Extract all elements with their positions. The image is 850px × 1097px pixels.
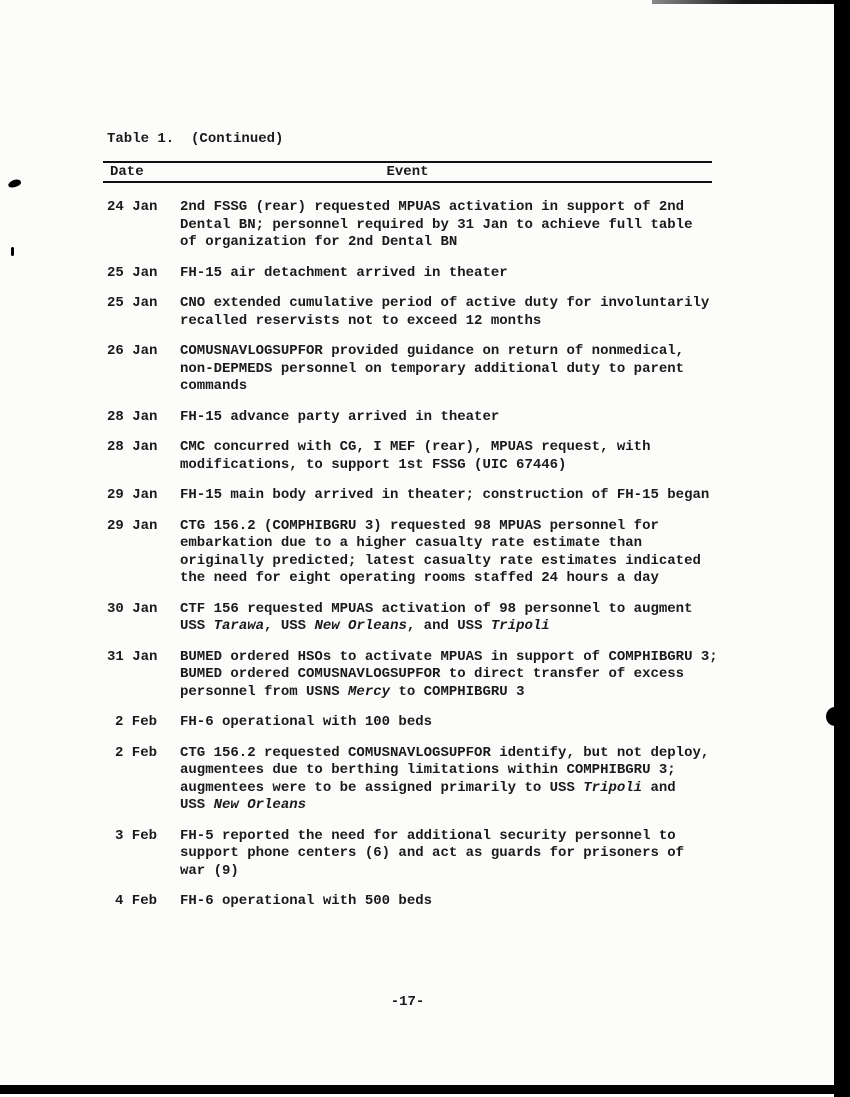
date-cell: 28 Jan (107, 439, 158, 455)
right-edge-scan-blemish (826, 707, 844, 726)
table-row (103, 343, 712, 396)
table-row (103, 893, 712, 911)
table-row (103, 487, 712, 505)
event-cell: FH-15 advance party arrived in theater (180, 408, 500, 425)
table-row (103, 828, 712, 881)
table-row (103, 601, 712, 636)
events-table (103, 161, 718, 924)
date-cell: 25 Jan (107, 264, 158, 281)
column-header-date: Date (110, 164, 144, 180)
date-cell: 28 Jan (107, 408, 158, 425)
table-row (103, 199, 712, 252)
event-cell: BUMED ordered HSOs to activate MPUAS in support of COMPHIBGRU 3; BUMED ordered COMUSNAVLOGSUPFOR to direct transfer of excess personnel from USNS Mercy to COMPHIBGRU 3 (180, 648, 718, 700)
right-edge-scan-bar (834, 0, 850, 1097)
event-cell: 2nd FSSG (rear) requested MPUAS activation in support of 2nd Dental BN; personnel required by 31 Jan to achieve full table of organization for 2nd Dental BN (180, 199, 693, 250)
table-row (103, 745, 712, 815)
table-row (103, 714, 712, 732)
event-cell: FH-5 reported the need for additional security personnel to support phone centers (6) and act as guards for prisoners of war (9) (180, 827, 685, 879)
table-row (103, 648, 718, 702)
event-cell: CNO extended cumulative period of active duty for involuntarily recalled reservists not to exceed 12 months (180, 295, 710, 329)
table-row (103, 265, 712, 283)
date-cell: 2 Feb (114, 744, 157, 761)
column-header-event: Event (386, 164, 429, 180)
date-cell: 2 Feb (114, 714, 157, 730)
event-cell: FH-15 main body arrived in theater; construction of FH-15 began (180, 487, 710, 503)
event-cell: FH-6 operational with 100 beds (180, 714, 433, 730)
date-cell: 29 Jan (107, 517, 158, 534)
table-row (103, 409, 712, 427)
event-cell: CMC concurred with CG, I MEF (rear), MPUAS request, with modifications, to support 1st FSSG (UIC 67446) (180, 439, 651, 473)
date-cell: 4 Feb (114, 893, 157, 909)
date-cell: 25 Jan (107, 295, 158, 311)
date-cell: 29 Jan (107, 487, 158, 503)
table-header (103, 163, 712, 181)
top-edge-scan-bar (652, 0, 850, 4)
event-cell: CTG 156.2 (COMPHIBGRU 3) requested 98 MPUAS personnel for embarkation due to a higher casualty rate estimate than originally predicted; latest casualty rate estimates indicated the need for eight operating rooms staffed 24 hours a day (180, 517, 701, 586)
event-cell: CTG 156.2 requested COMUSNAVLOGSUPFOR identify, but not deploy, augmentees due to berthing limitations within COMPHIBGRU 3; augmentees were to be assigned primarily to USS Tripoli and USS New Orleans (180, 744, 710, 813)
event-cell: FH-15 air detachment arrived in theater (180, 264, 508, 281)
event-cell: COMUSNAVLOGSUPFOR provided guidance on return of nonmedical, non-DEPMEDS personnel on temporary additional duty to parent commands (180, 343, 685, 394)
table-row (103, 518, 712, 588)
date-cell: 3 Feb (114, 827, 157, 844)
left-margin-ink-mark (7, 178, 22, 189)
table-rows (103, 183, 718, 911)
page-title: Table 1. (Continued) (107, 131, 284, 147)
date-cell: 30 Jan (107, 600, 158, 617)
date-cell: 31 Jan (107, 648, 158, 665)
bottom-edge-scan-bar (0, 1085, 850, 1094)
table-row (103, 439, 712, 474)
event-cell: CTF 156 requested MPUAS activation of 98 personnel to augment USS Tarawa, USS New Orleans, and USS Tripoli (180, 600, 693, 634)
page-number: -17- (390, 994, 425, 1010)
table-row (103, 295, 712, 330)
left-margin-ink-speck (11, 247, 14, 256)
date-cell: 24 Jan (107, 199, 158, 215)
date-cell: 26 Jan (107, 343, 158, 359)
event-cell: FH-6 operational with 500 beds (180, 893, 433, 909)
